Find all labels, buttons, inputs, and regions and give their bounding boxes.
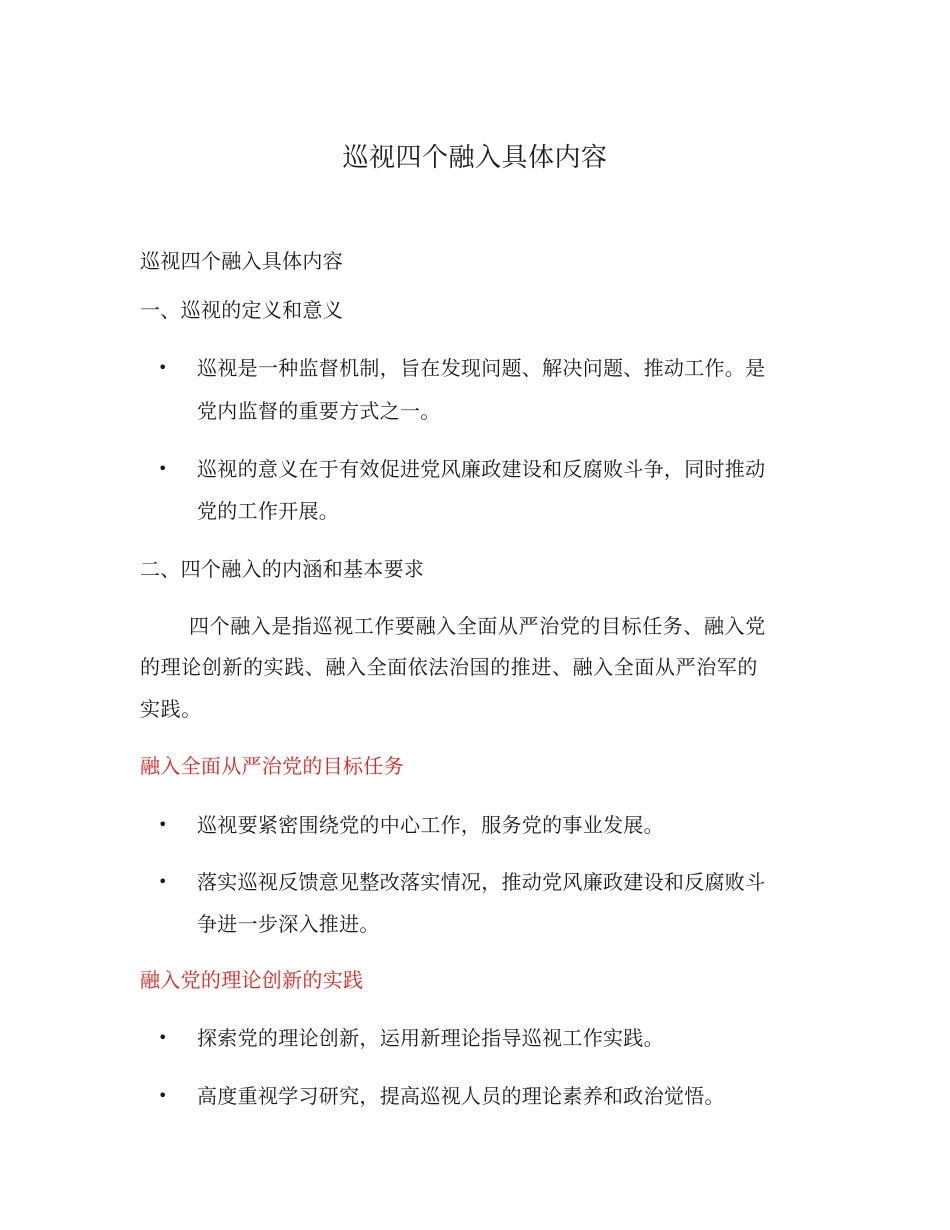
bullet-icon: • (158, 358, 168, 377)
bullet-icon: • (158, 1086, 168, 1105)
section1-bullet1-line1: 巡视是一种监督机制，旨在发现问题、解决问题、推动工作。是 (197, 356, 766, 380)
document-title: 巡视四个融入具体内容 (342, 143, 608, 173)
sub2-bullet2-line1: 高度重视学习研究，提高巡视人员的理论素养和政治觉悟。 (197, 1084, 725, 1108)
subtitle: 巡视四个融入具体内容 (140, 249, 343, 273)
sub2-bullet1-line1: 探索党的理论创新，运用新理论指导巡视工作实践。 (197, 1026, 664, 1050)
bullet-icon: • (158, 815, 168, 834)
sub1-bullet2-line1: 落实巡视反馈意见整改落实情况，推动党风廉政建设和反腐败斗 (197, 870, 766, 894)
section2-paragraph-line1: 四个融入是指巡视工作要融入全面从严治党的目标任务、融入党 (189, 614, 766, 638)
section1-bullet2-line1: 巡视的意义在于有效促进党风廉政建设和反腐败斗争，同时推动 (197, 457, 766, 481)
section1-bullet1-line2: 党内监督的重要方式之一。 (197, 399, 441, 423)
bullet-icon: • (158, 872, 168, 891)
section1-bullet2-line2: 党的工作开展。 (197, 499, 340, 523)
bullet-icon: • (158, 1028, 168, 1047)
section2-paragraph-line3: 实践。 (140, 697, 202, 721)
sub1-heading: 融入全面从严治党的目标任务 (140, 754, 404, 778)
sub1-bullet2-line2: 争进一步深入推进。 (197, 912, 380, 936)
bullet-icon: • (158, 459, 168, 478)
sub2-heading: 融入党的理论创新的实践 (140, 968, 364, 992)
section2-heading: 二、四个融入的内涵和基本要求 (140, 557, 425, 581)
section1-heading: 一、巡视的定义和意义 (140, 298, 343, 322)
sub1-bullet1-line1: 巡视要紧密围绕党的中心工作，服务党的事业发展。 (197, 813, 664, 837)
section2-paragraph-line2: 的理论创新的实践、融入全面依法治国的推进、融入全面从严治军的 (140, 655, 758, 679)
